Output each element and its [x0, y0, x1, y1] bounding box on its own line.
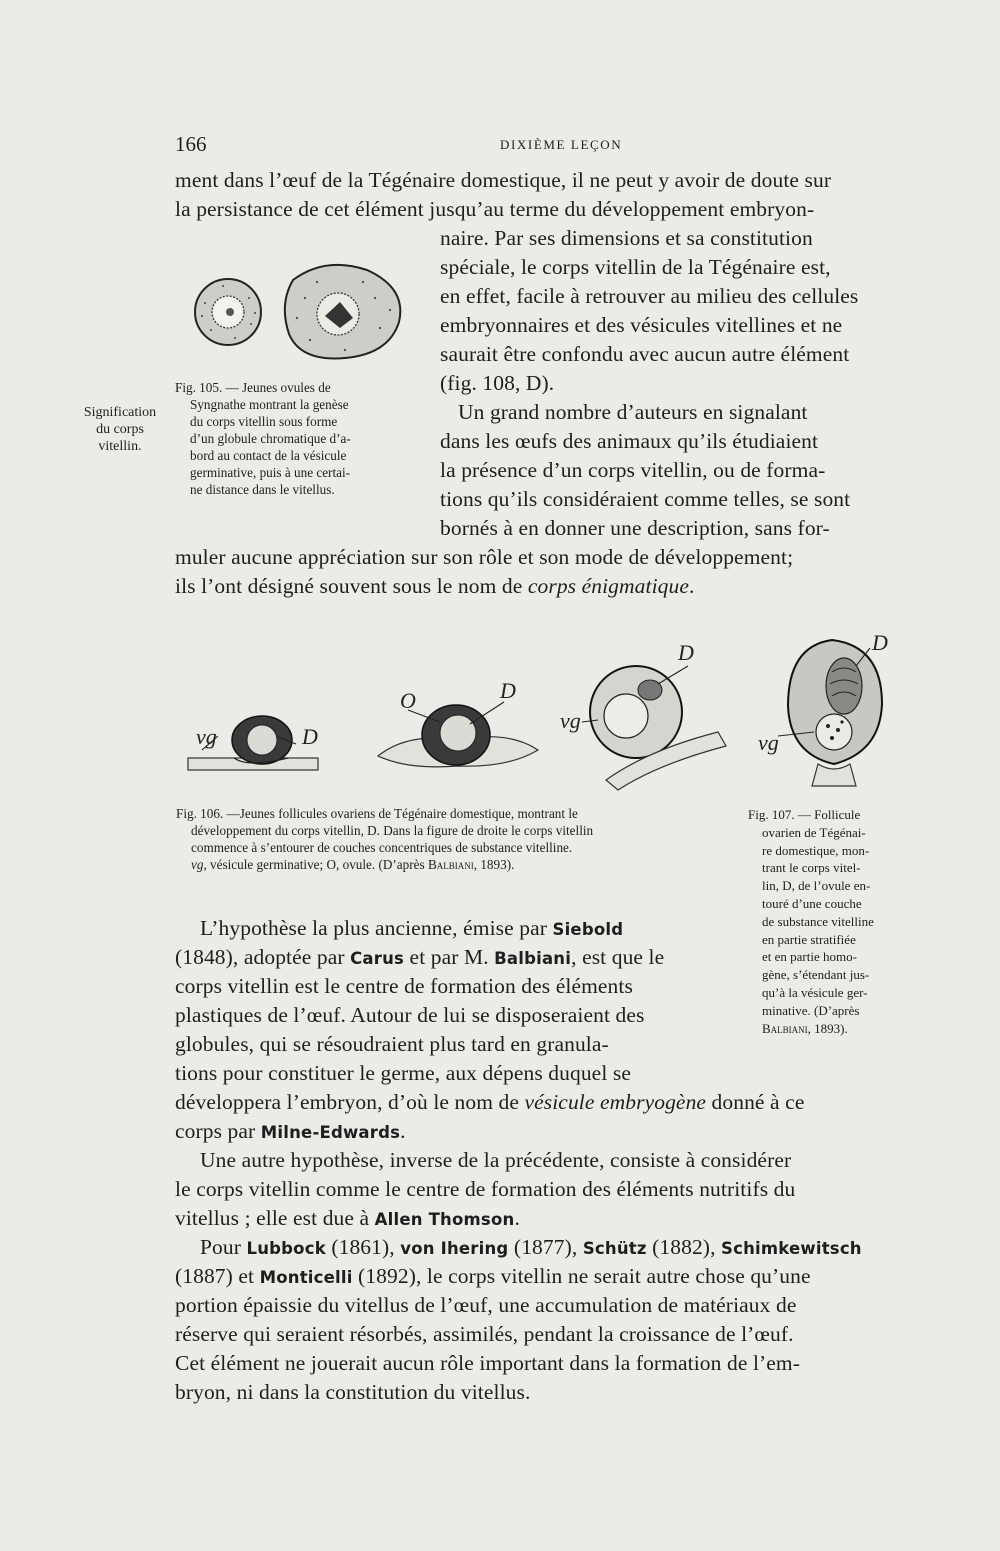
text-line: L’hypothèse la plus ancienne, émise par Siebold	[200, 916, 624, 940]
figure-107-caption	[748, 806, 908, 1037]
label-d: D	[678, 640, 694, 665]
text-line: portion épaissie du vitellus de l’œuf, une accumulation de matériaux de	[175, 1293, 797, 1317]
caption-line: et en partie homo-	[762, 949, 857, 965]
label-d: D	[302, 724, 318, 749]
caption-line: vg, vésicule germinative; O, ovule. (D’après Balbiani, 1893).	[191, 857, 515, 872]
margin-note-line: vitellin.	[98, 439, 142, 454]
author-name: Monticelli	[259, 1268, 353, 1287]
figure-106-caption	[176, 805, 593, 873]
label-vg: vg	[560, 708, 581, 733]
text-line: Pour Lubbock (1861), von Ihering (1877), Schütz (1882), Schimkewitsch	[200, 1235, 862, 1259]
text-line: (1848), adoptée par Carus et par M. Balbiani, est que le	[175, 945, 665, 969]
text-line: la persistance de cet élément jusqu’au terme du développement embryon-	[175, 197, 815, 221]
emphasis: corps énigmatique	[527, 574, 689, 598]
text-line: corps par Milne-Edwards.	[175, 1119, 406, 1143]
margin-note-line: Signification	[83, 405, 157, 420]
author-name: Lubbock	[246, 1239, 326, 1258]
caption-line: touré d’une couche	[762, 895, 862, 911]
text-line: le corps vitellin comme le centre de formation des éléments nutritifs du	[175, 1177, 796, 1201]
author-name: Balbiani	[427, 857, 474, 872]
text-line: (1887) et Monticelli (1892), le corps vitellin ne serait autre chose qu’une	[175, 1264, 811, 1288]
text-line: Un grand nombre d’auteurs en signalant	[458, 400, 808, 424]
emphasis: vésicule embryogène	[524, 1090, 707, 1114]
author-name: Allen Thomson	[374, 1210, 515, 1229]
text-line: bryon, ni dans la constitution du vitellus.	[175, 1380, 531, 1404]
text-line: plastiques de l’œuf. Autour de lui se disposeraient des	[175, 1003, 645, 1027]
author-name: Schimkewitsch	[721, 1239, 862, 1258]
label-d: D	[872, 630, 888, 655]
figure-105-drawing	[185, 258, 415, 370]
text-line: Cet élément ne jouerait aucun rôle important dans la formation de l’em-	[175, 1351, 801, 1375]
label-vg: vg	[196, 724, 217, 749]
text-line: muler aucune appréciation sur son rôle et son mode de développement;	[175, 545, 794, 569]
caption-line: du corps vitellin sous forme	[190, 414, 338, 429]
caption-line: Fig. 105. — Jeunes ovules de	[175, 380, 331, 395]
text-line: bornés à en donner une description, sans for-	[440, 516, 830, 540]
caption-line: Fig. 106. —Jeunes follicules ovariens de Tégénaire domestique, montrant le	[176, 806, 578, 821]
caption-line: gène, s’étendant jus-	[762, 967, 870, 983]
text-line: réserve qui seraient résorbés, assimilés, pendant la croissance de l’œuf.	[175, 1322, 794, 1346]
caption-line: ne distance dans le vitellus.	[190, 482, 335, 497]
text-line: naire. Par ses dimensions et sa constitution	[440, 226, 813, 250]
caption-line: développement du corps vitellin, D. Dans la figure de droite le corps vitellin	[191, 823, 594, 838]
author-name: Siebold	[552, 920, 624, 939]
author-name: Schütz	[582, 1239, 647, 1258]
follicle-icon	[778, 640, 882, 786]
follicle-large-icon	[582, 666, 726, 790]
text-line: ment dans l’œuf de la Tégénaire domestique, il ne peut y avoir de doute sur	[175, 168, 832, 192]
caption-line: de substance vitelline	[762, 913, 874, 929]
caption-line: Syngnathe montrant la genèse	[190, 397, 349, 412]
text-line: développera l’embryon, d’où le nom de vésicule embryogène donné à ce	[175, 1090, 805, 1114]
margin-note-line: du corps	[96, 422, 144, 437]
caption-line: trant le corps vitel-	[762, 860, 861, 876]
caption-line: commence à s’entourer de couches concentriques de substance vitelline.	[191, 840, 573, 855]
label-o: O	[400, 688, 416, 713]
caption-line: re domestique, mon-	[762, 842, 870, 858]
ovule-small-icon	[195, 279, 261, 345]
caption-line: Balbiani, 1893).	[762, 1020, 848, 1036]
text-line: ils l’ont désigné souvent sous le nom de corps énigmatique.	[175, 574, 695, 598]
text-line: vitellus ; elle est due à Allen Thomson.	[175, 1206, 520, 1230]
text-line: (fig. 108, D).	[440, 371, 555, 395]
caption-line: minative. (D’après	[762, 1002, 860, 1018]
text-line: globules, qui se résoudraient plus tard en granula-	[175, 1032, 609, 1056]
text-line: tions pour constituer le germe, aux dépens duquel se	[175, 1061, 631, 1085]
caption-line: en partie stratifiée	[762, 931, 856, 947]
text-line: spéciale, le corps vitellin de la Tégénaire est,	[440, 255, 831, 279]
figure-106-drawing	[178, 640, 743, 805]
author-name: Balbiani	[762, 1020, 808, 1036]
figure-107-drawing	[752, 626, 912, 798]
text-line: dans les œufs des animaux qu’ils étudiaient	[440, 429, 819, 453]
caption-line: lin, D, de l’ovule en-	[762, 878, 871, 894]
text-line: corps vitellin est le centre de formation des éléments	[175, 974, 633, 998]
text-line: tions qu’ils considéraient comme telles, se sont	[440, 487, 851, 511]
caption-line: d’un globule chromatique d’a-	[190, 431, 351, 446]
figure-105-caption	[174, 379, 389, 498]
caption-line: ovarien de Tégénai-	[762, 824, 866, 840]
running-head: DIXIÈME LEÇON	[500, 137, 623, 152]
text-line: embryonnaires et des vésicules vitellines et ne	[440, 313, 843, 337]
author-name: von Ihering	[400, 1239, 509, 1258]
author-name: Balbiani	[494, 949, 572, 968]
caption-line: bord au contact de la vésicule	[190, 448, 347, 463]
label-d: D	[500, 678, 516, 703]
margin-note	[60, 404, 180, 455]
caption-line: Fig. 107. — Follicule	[748, 807, 861, 822]
page-number: 166	[175, 132, 207, 156]
author-name: Carus	[350, 949, 405, 968]
label-vg: vg	[758, 730, 779, 755]
text-line: en effet, facile à retrouver au milieu des cellules	[440, 284, 859, 308]
text-line: saurait être confondu avec aucun autre élément	[440, 342, 850, 366]
text-line: la présence d’un corps vitellin, ou de forma-	[440, 458, 826, 482]
caption-line: qu’à la vésicule ger-	[762, 984, 868, 1000]
author-name: Milne-Edwards	[260, 1123, 401, 1142]
ovule-large-icon	[285, 265, 400, 359]
text-line: Une autre hypothèse, inverse de la précédente, consiste à considérer	[200, 1148, 792, 1172]
caption-line: germinative, puis à une certai-	[190, 465, 351, 480]
